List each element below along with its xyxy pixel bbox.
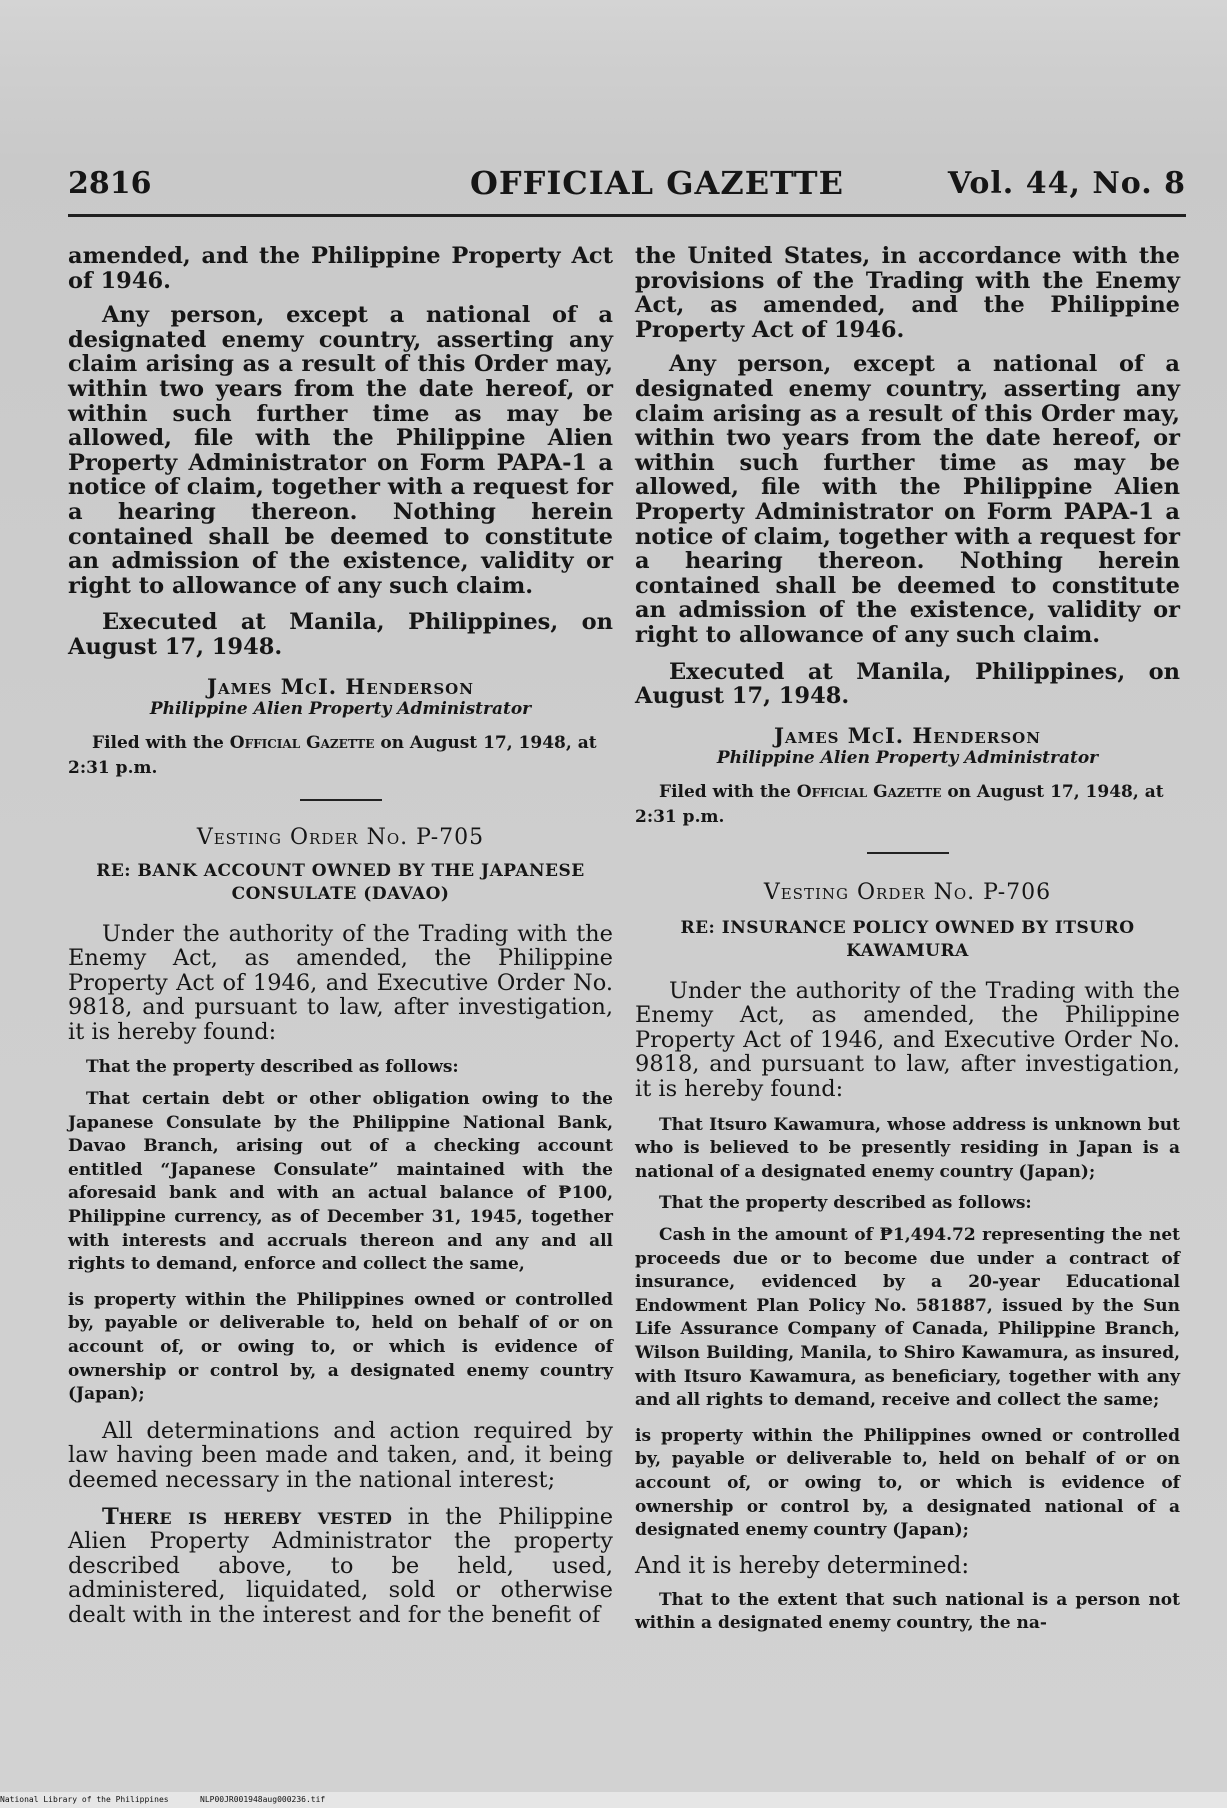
filed-text: Filed with the [92,732,224,753]
paragraph: That Itsuro Kawamura, whose address is unknown but who is believed to be presently residing in Japan is a national of a designated enemy country (Japan); [635,1114,1180,1182]
vesting-clause: in the Philippine Alien Property Administrator the property described above, to be held, used, administered, liquidated, sold or otherwise dealt with in the interest and for the benefit of [68,1503,614,1628]
paragraph: That the property described as follows: [86,1057,459,1078]
scan-footer-strip [0,1792,1227,1808]
page-number: 2816 [68,166,152,201]
divider [867,852,949,854]
paragraph: Executed at Manila, Philippines, on August 17, 1948. [68,609,613,660]
filed-text: on August 17, 1948, at 2:31 p.m. [68,732,597,778]
vesting-order-title: Vesting Order No. P-706 [763,879,1052,905]
determination-heading: And it is hereby determined: [635,1552,970,1579]
vesting-order-title: Vesting Order No. P-705 [196,824,485,850]
signatory-name: James McI. Henderson [207,673,474,699]
paragraph: Any person, except a national of a designated enemy country, asserting any claim arising as a result of this Order may, within two years from the date hereof, or within such further time as may be allowed, file with the Philippine Alien Property Administrator on Form PAPA-1 a notice of claim, together with a request for a hearing thereon. Nothing herein contained shall be deemed to constitute an admission of the existence, validity or right to allowance of any such claim. [635,351,1180,648]
left-column [68,244,613,1628]
paragraph [68,1505,613,1628]
scan-filename: NLP00JR001948aug000236.tif [200,1795,326,1804]
scan-credit: National Library of the Philippines [0,1795,169,1804]
signatory-title: Philippine Alien Property Administrator [149,698,532,719]
paragraph: the United States, in accordance with the provisions of the Trading with the Enemy Act, as amended, and the Philippine Property Act of 1946. [635,243,1180,343]
publication-title: OFFICIAL GAZETTE [470,164,844,202]
paragraph: All determinations and action required by law having been made and taken, and, it being deemed necessary in the national interest; [68,1417,613,1493]
signatory-name: James McI. Henderson [774,722,1041,748]
filed-text: on August 17, 1948, at 2:31 p.m. [635,781,1164,827]
signatory-title: Philippine Alien Property Administrator [716,747,1099,768]
paragraph: Under the authority of the Trading with the Enemy Act, as amended, the Philippine Property Act of 1946, and Executive Order No. 9818, and pursuant to law, after investigation, it is hereby found: [635,977,1180,1103]
vesting-order-subject: RE: BANK ACCOUNT OWNED BY THE JAPANESE CONSULATE (DAVAO) [96,860,585,904]
filing-note [68,731,613,781]
paragraph: Any person, except a national of a designated enemy country, asserting any claim arising as a result of this Order may, within two years from the date hereof, or within such further time as may be allowed, file with the Philippine Alien Property Administrator on Form PAPA-1 a notice of claim, together with a request for a hearing thereon. Nothing herein contained shall be deemed to constitute an admission of the existence, validity or right to allowance of any such claim. [68,302,613,599]
paragraph: That certain debt or other obligation owing to the Japanese Consulate by the Philippine National Bank, Davao Branch, arising out of a checking account entitled “Japanese Consulate” maintained with the aforesaid bank and with an actual balance of ₱100, Philippine currency, as of December 31, 1945, together with interests and accruals thereon and any and all rights to demand, enforce and collect the same, [68,1089,613,1275]
vesting-clause-lead: There is hereby vested [102,1503,392,1530]
filed-gazette: Official Gazette [796,781,942,802]
volume-number: Vol. 44, No. 8 [947,166,1186,201]
paragraph: is property within the Philippines owned or controlled by, payable or deliverable to, held on behalf of or on account of, or owing to, or which is evidence of ownership or control by, a designated enemy country (Japan); [68,1289,613,1405]
paragraph: Executed at Manila, Philippines, on August 17, 1948. [635,658,1180,710]
filed-gazette: Official Gazette [229,732,375,753]
filed-text: Filed with the [659,781,791,802]
paragraph: That to the extent that such national is a person not within a designated enemy country, the na- [635,1589,1180,1634]
paragraph: That the property described as follows: [659,1193,1032,1214]
paragraph: amended, and the Philippine Property Act of 1946. [68,243,613,294]
filing-note [635,780,1180,830]
vesting-order-subject: RE: INSURANCE POLICY OWNED BY ITSURO KAWAMURA [680,917,1135,961]
paragraph: Under the authority of the Trading with the Enemy Act, as amended, the Philippine Property Act of 1946, and Executive Order No. 9818, and pursuant to law, after investigation, it is hereby found: [68,920,613,1045]
right-column [635,244,1180,1636]
paragraph: is property within the Philippines owned or controlled by, payable or deliverable to, held on behalf of or on account of, or owing to, or which is evidence of ownership or control by, a designated national of a designated enemy country (Japan); [635,1425,1180,1541]
paragraph: Cash in the amount of ₱1,494.72 representing the net proceeds due or to become due under a contract of insurance, evidenced by a 20-year Educational Endowment Plan Policy No. 581887, issued by the Sun Life Assurance Company of Canada, Philippine Branch, Wilson Building, Manila, to Shiro Kawamura, as insured, with Itsuro Kawamura, as beneficiary, together with any and all rights to demand, receive and collect the same; [635,1225,1180,1411]
page-header [68,164,1186,217]
divider [300,799,382,801]
